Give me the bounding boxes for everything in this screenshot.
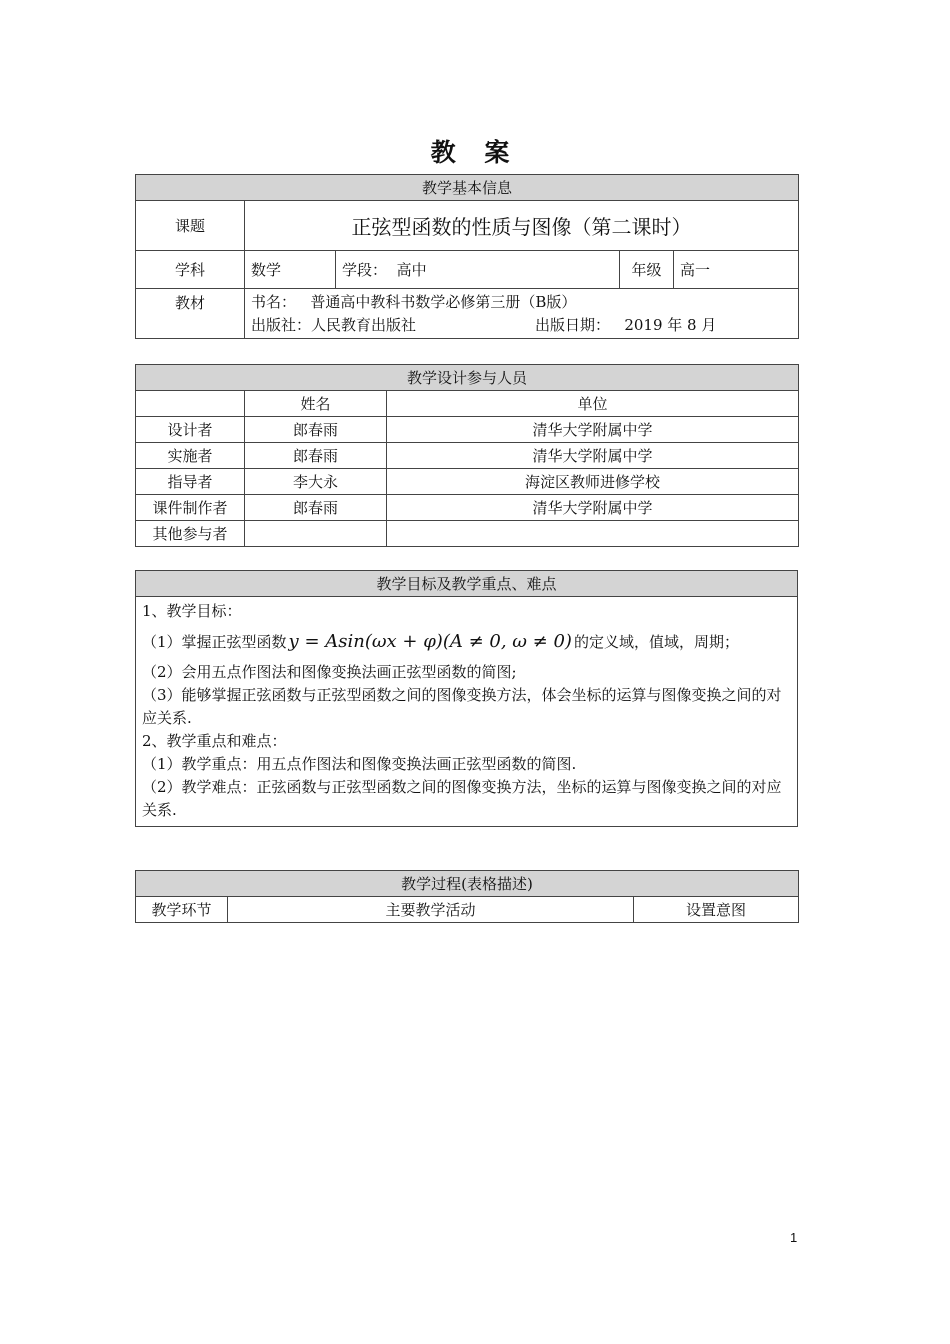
book-label: 书名： xyxy=(251,292,297,311)
sine-formula: y = Asin(ωx + φ)(A ≠ 0, ω ≠ 0) xyxy=(288,631,572,652)
role-header xyxy=(136,391,245,417)
key-point-1: （1）教学重点：用五点作图法和图像变换法画正弦型函数的简图. xyxy=(142,755,577,773)
role: 课件制作者 xyxy=(136,495,245,521)
textbook-info xyxy=(245,289,799,339)
process-header: 教学过程(表格描述) xyxy=(136,871,799,897)
textbook-label: 教材 xyxy=(136,289,245,339)
role: 设计者 xyxy=(136,417,245,443)
process-table xyxy=(135,870,799,923)
person-name: 郎春雨 xyxy=(245,443,387,469)
stage-label: 学段： xyxy=(342,261,388,279)
book-value: 普通高中教科书数学必修第三册（B版） xyxy=(310,292,577,311)
document-title: 教 案 xyxy=(430,138,520,167)
page-number: 1 xyxy=(790,1230,798,1245)
unit: 清华大学附属中学 xyxy=(387,495,799,521)
table-row xyxy=(136,521,799,547)
table-row xyxy=(136,495,799,521)
person-name xyxy=(245,521,387,547)
role: 实施者 xyxy=(136,443,245,469)
participants-header: 教学设计参与人员 xyxy=(136,365,799,391)
person-name: 郎春雨 xyxy=(245,495,387,521)
role: 其他参与者 xyxy=(136,521,245,547)
name-column-header: 姓名 xyxy=(245,391,387,417)
basic-info-header: 教学基本信息 xyxy=(136,175,799,201)
person-name: 李大永 xyxy=(245,469,387,495)
table-row xyxy=(136,417,799,443)
topic-value: 正弦型函数的性质与图像（第二课时） xyxy=(245,201,799,251)
goal-title: 1、教学目标： xyxy=(142,602,242,620)
unit xyxy=(387,521,799,547)
person-name: 郎春雨 xyxy=(245,417,387,443)
grade-value: 高一 xyxy=(674,251,799,289)
table-row xyxy=(136,443,799,469)
key-point-2: （2）教学难点：正弦函数与正弦型函数之间的图像变换方法，坐标的运算与图像变换之间的对应关系. xyxy=(142,778,782,819)
subject-value: 数学 xyxy=(245,251,336,289)
unit: 海淀区教师进修学校 xyxy=(387,469,799,495)
unit-column-header: 单位 xyxy=(387,391,799,417)
role: 指导者 xyxy=(136,469,245,495)
unit: 清华大学附属中学 xyxy=(387,417,799,443)
intent-column-header: 设置意图 xyxy=(634,897,799,923)
goal-1-text: （1）掌握正弦型函数 xyxy=(142,633,287,651)
publisher: 出版社：人民教育出版社 xyxy=(251,315,417,334)
participants-table xyxy=(135,364,799,547)
basic-info-table xyxy=(135,174,799,339)
activity-column-header: 主要教学活动 xyxy=(228,897,634,923)
goals-table xyxy=(135,570,798,827)
goals-body xyxy=(136,597,798,827)
table-row xyxy=(136,469,799,495)
goal-3: （3）能够掌握正弦函数与正弦型函数之间的图像变换方法，体会坐标的运算与图像变换之间的对应关系. xyxy=(142,686,782,727)
grade-label: 年级 xyxy=(620,251,674,289)
goal-1-suffix: 的定义域，值域，周期； xyxy=(573,633,739,651)
goal-1 xyxy=(142,625,791,659)
goals-header: 教学目标及教学重点、难点 xyxy=(136,571,798,597)
goal-2: （2）会用五点作图法和图像变换法画正弦型函数的简图; xyxy=(142,663,517,681)
date-value: 2019 年 8 月 xyxy=(624,315,717,334)
unit: 清华大学附属中学 xyxy=(387,443,799,469)
stage-column-header: 教学环节 xyxy=(136,897,228,923)
stage-cell xyxy=(336,251,620,289)
topic-label: 课题 xyxy=(136,201,245,251)
subject-label: 学科 xyxy=(136,251,245,289)
date-label: 出版日期： xyxy=(535,315,611,334)
key-title: 2、教学重点和难点： xyxy=(142,732,287,750)
stage-value: 高中 xyxy=(396,261,427,279)
